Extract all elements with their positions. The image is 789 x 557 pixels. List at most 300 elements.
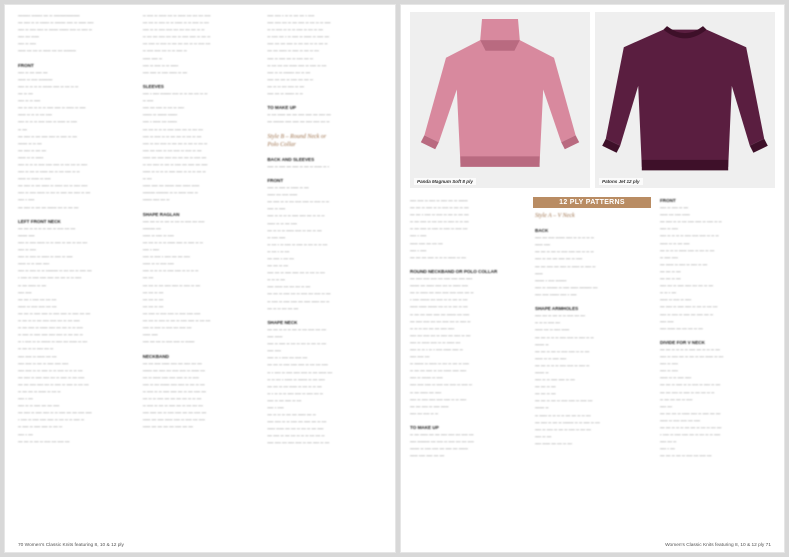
body-text-line: ---- -- ---- --- ---- -- --- -- ----- -- - [267, 163, 330, 169]
body-text-line: -- ---- -- -- ---- ---- --- -- --- ---- --- [142, 388, 206, 394]
body-text-line: ----- --- ---- ----- [267, 192, 298, 198]
body-text-line: ---- --- -- --- -- -- ---- --- --- [535, 313, 585, 319]
body-text-line: -------- --- [142, 225, 161, 231]
body-text-line: ---- -- -- - -- - ---- ----- ---- -- [410, 346, 463, 352]
photo-row [410, 12, 775, 188]
body-text-line: -- ----- -- -- -- -- --- --- -- -- --- [535, 412, 591, 418]
body-text-line: --- --- -- --- [142, 289, 164, 295]
body-text-line: ----- ---- --- ------ ---- ----- ----- [142, 183, 200, 189]
body-text-line: --- --- -- --- [660, 276, 681, 282]
left-page-footer: 70 Women's Classic Knits featuring 8, 10 & 12 ply [18, 543, 124, 548]
body-text-line: --- --- ---- ---- --- -- ---- -- ---- -- --- --- [18, 381, 89, 387]
left-column-1 [18, 12, 133, 531]
body-text-line: --- -- ----- ---- ---- ---- -- -- ---- [142, 374, 199, 380]
body-text-line: -- --- --- --- -- ---- [660, 396, 693, 402]
body-text-line: ---- -- ---- -- -- ----- [142, 62, 179, 68]
section-banner: 12 PLY PATTERNS [533, 197, 651, 208]
section-heading: FRONT [267, 177, 284, 183]
section-heading: SLEEVES [142, 83, 164, 89]
body-text-line: --- ---- ---- --- --- ---- --- -- ---- -- [410, 318, 471, 324]
body-text-line: -- --- [142, 176, 152, 182]
body-text-line: ----- -- -- -- --- ---- [18, 112, 52, 118]
body-text-line: --- ---- ---- ---- --- ---- ---- ---- ---- [410, 276, 473, 282]
body-text-line: ---- --- ---- -- --- -- ---- [142, 105, 184, 111]
section-heading: DIVIDE FOR V NECK [660, 339, 705, 345]
body-text-line: --- -- -- --- ---- -- --- [267, 83, 305, 89]
body-text-line: --- ---- -- --- --- [18, 147, 47, 153]
body-text-line: -- ---- -- ---- ---- -- --- -- [18, 424, 63, 430]
body-text-line: --- --- -- ---- -- --- -- ---- ---- -- --- --- [142, 318, 211, 324]
body-text-line: ---- -- ---- -- --- [660, 205, 689, 211]
right-column-2 [535, 197, 650, 531]
body-text-line: --- ---- -- --- --- -- -- -- --- --- -- [267, 433, 325, 439]
body-text-line: ---- --- --- -- ---- ---- -- ------ [142, 339, 195, 345]
body-text-line: ---- -- ---- -- --- -- ---- -- --- --- [535, 426, 591, 432]
body-text-line: -------- -------- -- -- ----- ---- -- [142, 190, 198, 196]
body-text-line: --- ----- -- ---- -- ---- -- --- [660, 261, 708, 267]
body-text-line: ----- -- -- ---- ---- [535, 355, 567, 361]
body-text-line: ---- ---- --- [410, 354, 430, 360]
body-text-line: ----- -- ---- -- ---- [660, 297, 692, 303]
body-text-line: ---- - ---- [410, 233, 427, 239]
body-text-line: ---- -- --- ---- -- --- --- -- --- -- --- -- [142, 140, 208, 146]
body-text-line: --- --- -- ---- -- -- ---- -- --- -- --- [410, 205, 469, 211]
body-text-line: ---- ---- ------ ---- - ---- [535, 291, 577, 297]
body-text-line: ---- -- ---- ---- ---- ---- -- -- ---- [410, 396, 467, 402]
body-text-line: ---- -- ---- [18, 41, 36, 47]
body-text-line: ----- --- --- -- ----- --- --- -------- [18, 48, 76, 54]
section-heading: SHAPE NECK [267, 319, 298, 325]
body-text-line: -- ---- ---- --- -- -- ---- -- [142, 48, 187, 54]
body-text-line: ---- -- ---- ----- -- -- ---- -- --- -- --- --- [18, 240, 88, 245]
body-text-line: ---- -- -- -- -- ---- ---- ---- -- -- -- [660, 233, 719, 239]
body-text-line: ------ -- [535, 369, 549, 375]
body-text-line: -- -- --- - ----- -- ------ -- --- ---- [267, 376, 325, 382]
body-text-line: ------ ---- [18, 232, 35, 238]
body-text-line: --- --- -- --- -- ---- ---- --- -- -- -- [535, 249, 594, 255]
body-text-line: ---- -- - ---- --- ---- --- [267, 355, 308, 361]
body-text-line: ---- - --- [18, 431, 33, 437]
body-text-line: --- -- -- --- --- --- [267, 305, 299, 311]
body-text-line: --- --- [142, 275, 154, 281]
section-heading: NECKBAND [142, 353, 169, 359]
body-text-line: ---- -- ---- [660, 368, 678, 374]
body-text-line: ----- ---- --- --- --- [410, 240, 443, 246]
body-text-line: ---- -- --- ---- -- --- [267, 397, 302, 403]
body-text-line: ----- -- ---- -- ---- [142, 232, 174, 238]
body-text-line: -- ---- -- ---- ---- ---- ---- -- --- --- -- [18, 332, 83, 338]
body-text-line: ----- ----- ------ --- -- -- --- -- --- [410, 304, 468, 310]
body-text-line: --- -- --- [18, 91, 33, 97]
body-text-line: -- --- -- -- ---- --- -- [18, 346, 54, 352]
body-text-line: -- -- -- --- [267, 277, 285, 283]
body-text-line: ---- ---- -- --- -- ---- ---- ---- [18, 360, 69, 366]
body-text-line: ----- --- ---- ---- --- --- --- -- ---- --- [142, 154, 207, 160]
body-text-line: ---- ---- ---- -- ---- --- ---- -- ---- -- [410, 382, 472, 388]
body-text-line: ---- -- -- -- -- ---- ---- --- -- -- -- [267, 213, 325, 219]
style-subheading: Style B – Round Neck or [267, 133, 327, 140]
body-text-line: ---- - ---- [410, 247, 427, 253]
body-text-line: -- --- --- --- ----- ---- -- ---- -- --- [267, 62, 327, 68]
body-text-line: ---- ---- [18, 289, 32, 295]
left-column-2 [143, 12, 258, 531]
body-text-line: ---- ----- --- --- --- -- --- [267, 284, 311, 290]
section-heading: BACK [535, 228, 549, 234]
body-text-line: --- ---- -- --- ----- -- ----- --- -- ---- ---- [18, 183, 88, 189]
body-text-line: -- --- [18, 126, 27, 132]
body-text-line: --- ---- -- ---- -- --- --- --- -- -- ---- --- [142, 41, 211, 47]
body-text-line: -- -- -- ---- --- [535, 320, 560, 326]
body-text-line: --- --- -- -- -- ---- ---- -- ---- -- -- [535, 334, 594, 340]
body-text-line: - ---- -- ---- ---- --- -- --- -- -- ---- [660, 432, 721, 438]
body-text-line: -- - ---- -- -- ------ -- ---- --- ----- -- --- [18, 339, 88, 345]
body-text-line: --- ---- -- ---- ---- -- --- -- --- --- [660, 304, 718, 310]
photo-pink-turtleneck [410, 12, 590, 188]
body-text-line: ----- --- -- ---- ----- [535, 327, 570, 333]
body-text-line: -- ---- -- --- -- ---- --- -- --- --- --- [142, 403, 203, 409]
body-text-line: ---- --- ---- -- -- [410, 410, 439, 416]
body-text-line: ---- -- --- -- ----- --- -- --- ---- -- -- [18, 169, 80, 175]
body-text-line: --- ---- -- -- --- ---- ---- -- ---- -- -- [267, 199, 330, 205]
body-text-line: -- ---- -- ----- --- -- ----- --- --- --- ---- [142, 13, 211, 18]
body-text-line: ---- - --- [18, 396, 33, 402]
body-text-line: ---- ---- [660, 318, 674, 324]
body-text-line: --- ---- - --- --- [267, 256, 294, 261]
body-text-line: ---- ---- -- -- ---- --- ---- --- -- --- [267, 419, 327, 425]
body-text-line: --- --- -- ---- -- -- ----- -- -- ---- -- --- [142, 20, 209, 26]
body-text-line: ---- -- --- [535, 433, 552, 439]
body-text-line: --- --- -- -- -- -- ---- --- -- -- -- --- [660, 346, 720, 352]
body-text-line: ------ -- ---- ---- --- ---- --- ------ [410, 446, 468, 452]
body-text-line: ----- --- ---- ----- [660, 212, 690, 218]
left-page [4, 4, 396, 553]
body-text-line: ---- -- ---- --- -- --- -- --- ----- -- --- [660, 354, 724, 360]
body-text-line: ---- ---- -- -- ---- -- -- ---- -- -- -- --- [18, 367, 83, 373]
body-text-line: ----- -- -- ---- ---- [660, 375, 692, 381]
body-text-line: ---- ---- [267, 348, 281, 354]
body-text-line: -- --- ----- --- --- ---- ---- --- ---- --- [410, 432, 474, 438]
body-text-line: - ---- -- ---- ---- ---- --- --- -- -- ---- [18, 275, 82, 281]
body-text-line: ----- ---- [142, 332, 158, 338]
body-text-line: --- --- -- --- [142, 303, 164, 309]
body-text-line: ---- -- ---- -- -- --- --- -- --- -- --- [142, 133, 202, 139]
body-text-line: ---- -- ---- ---- -- ------ ------ ---- -- ---- -- [18, 27, 92, 33]
body-text-line: ----- --- ---- ----- ---- -- ---- --- ---- [142, 417, 205, 423]
body-text-line: ---- -- ---- [660, 226, 678, 232]
body-text-line: --- ---- -- --- -- ------- -- -- ---- -- --- [535, 419, 600, 425]
body-text-line: --- --- -- --- -- ---- --- ---- --- [660, 453, 712, 459]
body-text-line: ------ -- [535, 341, 549, 347]
body-text-line: --- --- -- -- -- ---- ---- -- ---- -- [535, 362, 590, 368]
body-text-line: -- --- - -- ---- -- ---- -- --- -- -- --- [267, 241, 328, 247]
body-text-line: --- --- -- ---- ---- -- ---- ---- -- ---- --- --- [18, 310, 91, 316]
body-text-line: ---- ---- -- ---- -- ---- --- -- ------ [410, 198, 468, 203]
body-text-line: ---- -- -- ---- --- --- ---- [18, 403, 60, 409]
body-text-line: --- --- -- --- -- ---- --- ---- --- [18, 438, 70, 444]
body-text-line: -- ---- [142, 98, 154, 104]
body-text-line: ---- -- ---- [18, 247, 36, 253]
style-subheading: Style A – V Neck [535, 213, 575, 219]
body-text-line: ---- --- ----- [18, 34, 39, 40]
body-text-line: ---- -- -- ---- [18, 98, 41, 104]
body-text-line: ---- -- ----- ---- -- -- ----- --- [410, 339, 461, 345]
body-text-line: ---- --- -- -- --- -- --- -- ---- --- ---- [142, 218, 205, 224]
body-text-line: --- ---- -- -- --- ---- ---- -- ---- -- -- [660, 219, 722, 225]
body-text-line: -- ---- --- - -- ---- -- ----- -- ---- --- [267, 34, 330, 40]
body-text-line: ----- -- ---- --------- [18, 76, 53, 82]
body-text-line: ---- -- ---- [660, 361, 678, 367]
body-text-line [18, 55, 133, 62]
body-text-line: -- ---- ---- [267, 234, 286, 240]
body-text-line: --- --- --- -- ----- ---- -- ---- --- --- [660, 410, 721, 416]
body-text-line: ----- ---- -- [142, 55, 163, 61]
body-text-line: --- -- -- -- ----- ---- -- --- -- --- [660, 247, 715, 253]
body-text-line: --- --- -- --- ---- ---- -- ---- -- --- [142, 282, 201, 288]
body-text-line: --- -- ----- --- ---- ---- ---- ---- --- -- [410, 290, 474, 296]
body-text-line: ------ -- ------ ------ [142, 112, 178, 118]
body-text-line: --- --- -- -- -- ---- ---- --- -- --- --- [142, 126, 203, 132]
body-text-line: --- --- -- --- -- ---- ---- -- ---- --- [535, 398, 593, 404]
body-text-line: ---- -- -- -- ---- ---- ---- -- --- --- -- ---- [18, 161, 88, 167]
body-text-line: ---- --- -- ---- ---- --- -- --- -- --- [267, 270, 325, 276]
body-text-line: ---- -- ---- -- ----- -- ---- -- ---- [18, 254, 73, 260]
section-heading: TO MAKE UP [410, 425, 439, 430]
left-column-3 [267, 12, 382, 531]
body-text-line: ---- -- -- ------- --- -- --- [267, 69, 311, 75]
body-text-line: ----- -- ---- ---- --- --- [18, 303, 57, 309]
body-text-line: --- --- ---- ----- ---- --- ---- --- --- [142, 360, 202, 366]
body-text-line: --- -- -- ---- --- --- --- --- -- -- --- [142, 396, 202, 402]
body-text-line [143, 204, 258, 211]
body-text-line: -- --- ---- -- --- -- ---- --- ---- --- ---- [142, 161, 208, 167]
body-text-line: -- --- - -- --- [267, 248, 290, 254]
body-text-line: ---- -- ---- [267, 206, 286, 212]
body-text-line: ---- -- ------ -- ---- [410, 375, 443, 381]
body-text-line: ---- ---- --- -- ---- ---- --- --- ---- --- [142, 410, 207, 416]
body-text-line: --- --- ---- --- ---- -- ----- -- ---- -- [535, 263, 596, 269]
body-text-line: -- --- ---- -- ---- -- ---- -- ---- --- [410, 226, 468, 232]
body-text-line: --- ---- -- ---- ---- --- -- ---- -- --- ---- [18, 374, 85, 380]
body-text-line: ---- --- ---- --- -- ---- --- ---- -- --- [410, 332, 471, 338]
body-text-line: ---- -- -- -- -- ------ ---- -- --- -- -- [18, 83, 79, 89]
body-text-line: ---- -- ------- -- ---- ----- -------- --- [535, 284, 598, 290]
body-text-line: ---- -- ---- -- ---- --- ---- --- [142, 325, 192, 331]
body-text-line: ---- --- -- ---- ---- --- --- -- --- [660, 283, 714, 289]
body-text-line: -- --- ----- --- --- ---- ---- --- ---- --- [267, 112, 331, 118]
body-text-line: ---- - --- [660, 446, 675, 452]
body-text-line: -- --- ----- --- ---- [410, 389, 442, 395]
body-text-line: ---- - ---- [18, 197, 35, 203]
body-text-line: -- -- -- --- --- --- ---- ---- [410, 325, 455, 331]
body-text-line: ----- -- -- ----- [18, 154, 44, 160]
body-text-line: --- --- ---- -- ---- -- --- --- -- -- [660, 389, 715, 395]
body-text-line: ------ -- [535, 405, 549, 411]
body-text-line: ---- -- --- ---- --- [18, 69, 48, 75]
body-text-line: --- --- -- --- [142, 296, 164, 302]
body-text-line: --- ---- -- -- ------ -- ------- ---- -- ----- ---- [18, 20, 94, 26]
right-page-columns [410, 197, 775, 531]
body-text-line [660, 332, 775, 339]
body-text-line [267, 170, 382, 177]
left-page-columns [18, 12, 382, 531]
body-text-line: ---- --- -- ------ -- -- [267, 91, 303, 97]
body-text-line: ----- -- -- ---- ---- [142, 261, 174, 267]
body-text-line: --- -- -- -- ----- ---- -- --- -- --- [267, 227, 322, 233]
body-text-line: ---- - ---- [267, 404, 284, 410]
right-page-footer: Women's Classic Knits featuring 8, 10 & 12 ply 71 [665, 543, 771, 548]
body-text-line [535, 298, 650, 305]
body-text-line: ---- ----- [267, 334, 283, 340]
body-text-line: --- ---- -- --- --- ------ --- -- --- --- [18, 204, 79, 210]
sweater-illustration [410, 12, 590, 188]
body-text-line: - ---- ------ --- ---- -- -- --- -- --- [410, 297, 468, 303]
body-text-line: ---- ----- --- --- -- --- [535, 440, 572, 446]
body-text-line: ---- -- ---- - ---- --- --- ---- [142, 254, 190, 260]
body-text-line: -- ------ -- ----- -- --- -- --- -- ---- [410, 361, 469, 367]
body-text-line: -- --- --- ---- --- --- -- ---- ---- -- --- -- [142, 34, 211, 40]
right-page [400, 4, 785, 553]
section-heading: LEFT FRONT NECK [18, 218, 61, 224]
body-text-line: ---- - ---- [142, 247, 159, 253]
body-text-line: ---- -- -- -- -- ---- ---- -- -- -- -- [142, 268, 199, 274]
body-text-line: --- --- -- --- [535, 391, 556, 397]
body-text-line: ---- - ----- --- ------ [142, 119, 177, 125]
body-text-line: -- --- --- ---- -- --- ----- ---- ---- [410, 368, 467, 374]
body-text-line [410, 417, 525, 424]
body-text-line: ----- -- -- ---- ---- [18, 261, 50, 267]
body-text-line: ----- -- ----- -- ---- [18, 176, 51, 182]
body-text-line [267, 126, 382, 133]
body-text-line: ----- ----- --- --- -- --- -- --- ---- [267, 426, 324, 432]
body-text-line: ---- ---- --- -- --- ---- -- --- -- -- ---- [267, 20, 331, 26]
body-text-line: ----- -- -- --- ---- [660, 240, 690, 246]
body-text-line: ---- - ---- ------- ---- -- -- --- --- -- -- [142, 91, 208, 97]
body-text-line [267, 149, 382, 156]
photo-caption: Panda Magnum Soft 8 ply [414, 178, 476, 185]
body-text-line: ------ ---- --- -- [142, 197, 170, 203]
body-text-line: --- ------- ---- ---- --- ---- ---- --- -- [267, 119, 330, 125]
body-text-line: --- ---- -- --- ---- ---- -- ---- -- --- [18, 133, 77, 139]
body-text-line: --- --- -- -- -- --- -- --- ---- --- --- [267, 326, 326, 332]
body-text-line: ------ - ---- ------- [535, 277, 567, 283]
body-text-line: ---- -- ---- ----- -- --- -- ---- --- ---- -- --- [18, 190, 91, 196]
body-text-line: ---- --- --- -- ---- --- --- -- [267, 76, 313, 82]
section-heading: FRONT [660, 198, 676, 203]
body-text-line: -- --- --- -- ----- -- --- -- [18, 388, 61, 394]
body-text-line: ----- ---- [535, 242, 551, 248]
body-text-line: ---- --- -- [660, 439, 677, 445]
body-text-line: ---- -- ---- -- ---- --- ---- --- -- [660, 311, 714, 317]
body-text-line: ---- ---- --- ---- ---- -- --- ---- -- --- [267, 440, 330, 446]
body-text-line: -------- ------- --- -- ----------------- [18, 13, 80, 18]
body-text-line: ---- ---- -- ----- --- --- [18, 353, 57, 359]
body-text-line: --- --- -- --- ----- -- --- -- -- --- [267, 383, 322, 389]
body-text-line: ------ --- ----- ---- --- -- ----- ---- [410, 283, 468, 289]
body-text-line: ----- --- --- --- --- ---- --- --- [142, 424, 193, 430]
right-column-1 [410, 197, 525, 531]
body-text-line: ---- -- -- -- ---- ---- -- ----- -- ---- [18, 119, 77, 125]
body-text-line: --- --- -- --- [267, 263, 288, 269]
body-text-line: -- --- ---- -- ----- ---- --- --- -- -- ---- [18, 325, 83, 331]
body-text-line: ----- -- -- --- ---- [267, 220, 297, 226]
body-text-line: -- -- - --- [660, 290, 677, 296]
body-text-line: ----- -- -- -- -- ---- ---- -- -- -- --- -- [142, 169, 206, 175]
photo-purple-crewneck [595, 12, 775, 188]
body-text-line: ----- ---- ---- --- --- [410, 453, 445, 459]
body-text-line: ---- -- ---- -- --- -- --- -- --- -- --- [267, 341, 326, 347]
body-text-line: -- - ---- -- ---- ---- ---- -- --- ----- --- [267, 369, 333, 375]
body-text-line: --- --- --- ---- -- -- -- ----- -- --- [410, 254, 466, 260]
body-text-line [18, 211, 133, 218]
body-text-line: ---- -- ---- -- ----- -- --- [267, 185, 309, 191]
body-text-line: ------ --- ---- --- ---- ---- -- ----- --- [142, 367, 205, 373]
body-text-line: --- --- ---- -- ---- ----- [410, 403, 449, 409]
body-text-line: -- --- ---- -- --- --- -- ---- -- -- --- [410, 219, 469, 225]
body-text-line: ---- ---- - -- -- --- --- - ---- [267, 13, 315, 18]
body-text-line: --- ---- -- ---- ---- -- -- ---- --- --- ---- ---- [18, 410, 92, 416]
body-text-line: ---- -- ---- --- -- ---- --- -- [267, 55, 313, 61]
body-text-line: ---- ---- -- ---- ----- -- --- [142, 69, 188, 75]
sweater-illustration [595, 12, 775, 188]
body-text-line: --- --- -- --- [660, 268, 681, 274]
body-text-line: --- ---- -- ---- ---- -- ---- ---- ---- [142, 310, 201, 316]
body-text-line [267, 312, 382, 319]
body-text-line: --- --- -- -- -- -- --- -- ---- --- --- [18, 225, 76, 231]
body-text-line: ----- -- ---- ---- --- ---- [660, 417, 701, 423]
body-text-line: -- --- ----- -- --- [18, 282, 47, 288]
section-heading: TO MAKE UP [267, 105, 297, 111]
body-text-line: -- ---- -- ---- ---- --- ---- ----- --- -- [267, 298, 330, 304]
body-text-line: ----- [535, 270, 543, 276]
body-text-line: ---- -- -- ---- ---- -- --- [535, 377, 575, 383]
section-heading: SHAPE RAGLAN [142, 211, 180, 217]
body-text-line: --- --- -- ---- -- -- ---- -- ---- -- --- [660, 382, 721, 388]
body-text-line [143, 76, 258, 83]
section-heading: ROUND NECKBAND OR POLO COLLAR [410, 268, 498, 274]
section-heading: FRONT [18, 62, 34, 68]
body-text-line [535, 220, 650, 227]
body-text-line: ---- --- --- ---- -- --- --- -- -- --- -- [267, 41, 328, 47]
body-text-line: ---- --- [660, 403, 672, 409]
body-text-line: --- --- ----- -- ---- -- --- -- --- [267, 48, 319, 54]
section-heading: SHAPE ARMHOLES [535, 306, 579, 312]
body-text-line: --- --- - ---- --- --- --- [18, 296, 57, 302]
body-text-line: ---- -- ---- -- -- -------- -- --- --- -- ---- --- [18, 268, 92, 274]
body-text-line: ---- -- -- ---- ---- --- --- --- --- -- -- [142, 27, 205, 33]
body-text-line: --- --- -- ---- --- -- ---- --- ---- -- --- [267, 291, 331, 297]
body-text-line: --- --- -- --- -- ---- ---- -- -- --- [535, 348, 590, 354]
body-text-line: -- -- ---- -- -- -- ---- -- --- -- --- [267, 27, 323, 33]
body-text-line: ---- -- --- ------ ---- ---- -- --- -- --- [142, 381, 205, 387]
section-heading: BACK AND SLEEVES [267, 156, 315, 162]
body-text-line [410, 261, 525, 268]
body-text-line: --- --- -- -- -- ----- ---- -- ---- -- -- [142, 240, 203, 245]
body-text-line: --- --- -- --- [535, 384, 556, 390]
photo-caption: Patons Jet 12 ply [599, 178, 643, 185]
body-text-line: -- - -- -- -- ---- ---- -- ---- --- -- [267, 390, 323, 396]
body-text-line: -- ---- ---- [660, 254, 678, 260]
body-text-line: ---- -------- --- ---- -- ---- --- --- ---- [410, 439, 474, 445]
body-text-line [267, 97, 382, 104]
body-text-line: - ---- -- ---- ---- ---- -- --- -- -- ---- -- [18, 417, 85, 423]
body-text-line: ---- ----- --- --- --- -- --- [660, 325, 703, 331]
body-text-line: ---- --- ---- ------ ---- -- -- -- -- -- [535, 235, 594, 241]
body-text-line: -- --- -- -- --- ---- ---- --- -- --- ---- [18, 318, 80, 324]
body-text-line: --- --- - ---- -- ---- -- --- -- --- --- [410, 212, 469, 218]
body-text-line: ---- -- --- --- ---- --- -- ---- [535, 256, 583, 262]
body-text-line [143, 345, 258, 352]
body-text-line: ------ -- -- --- [18, 140, 42, 146]
